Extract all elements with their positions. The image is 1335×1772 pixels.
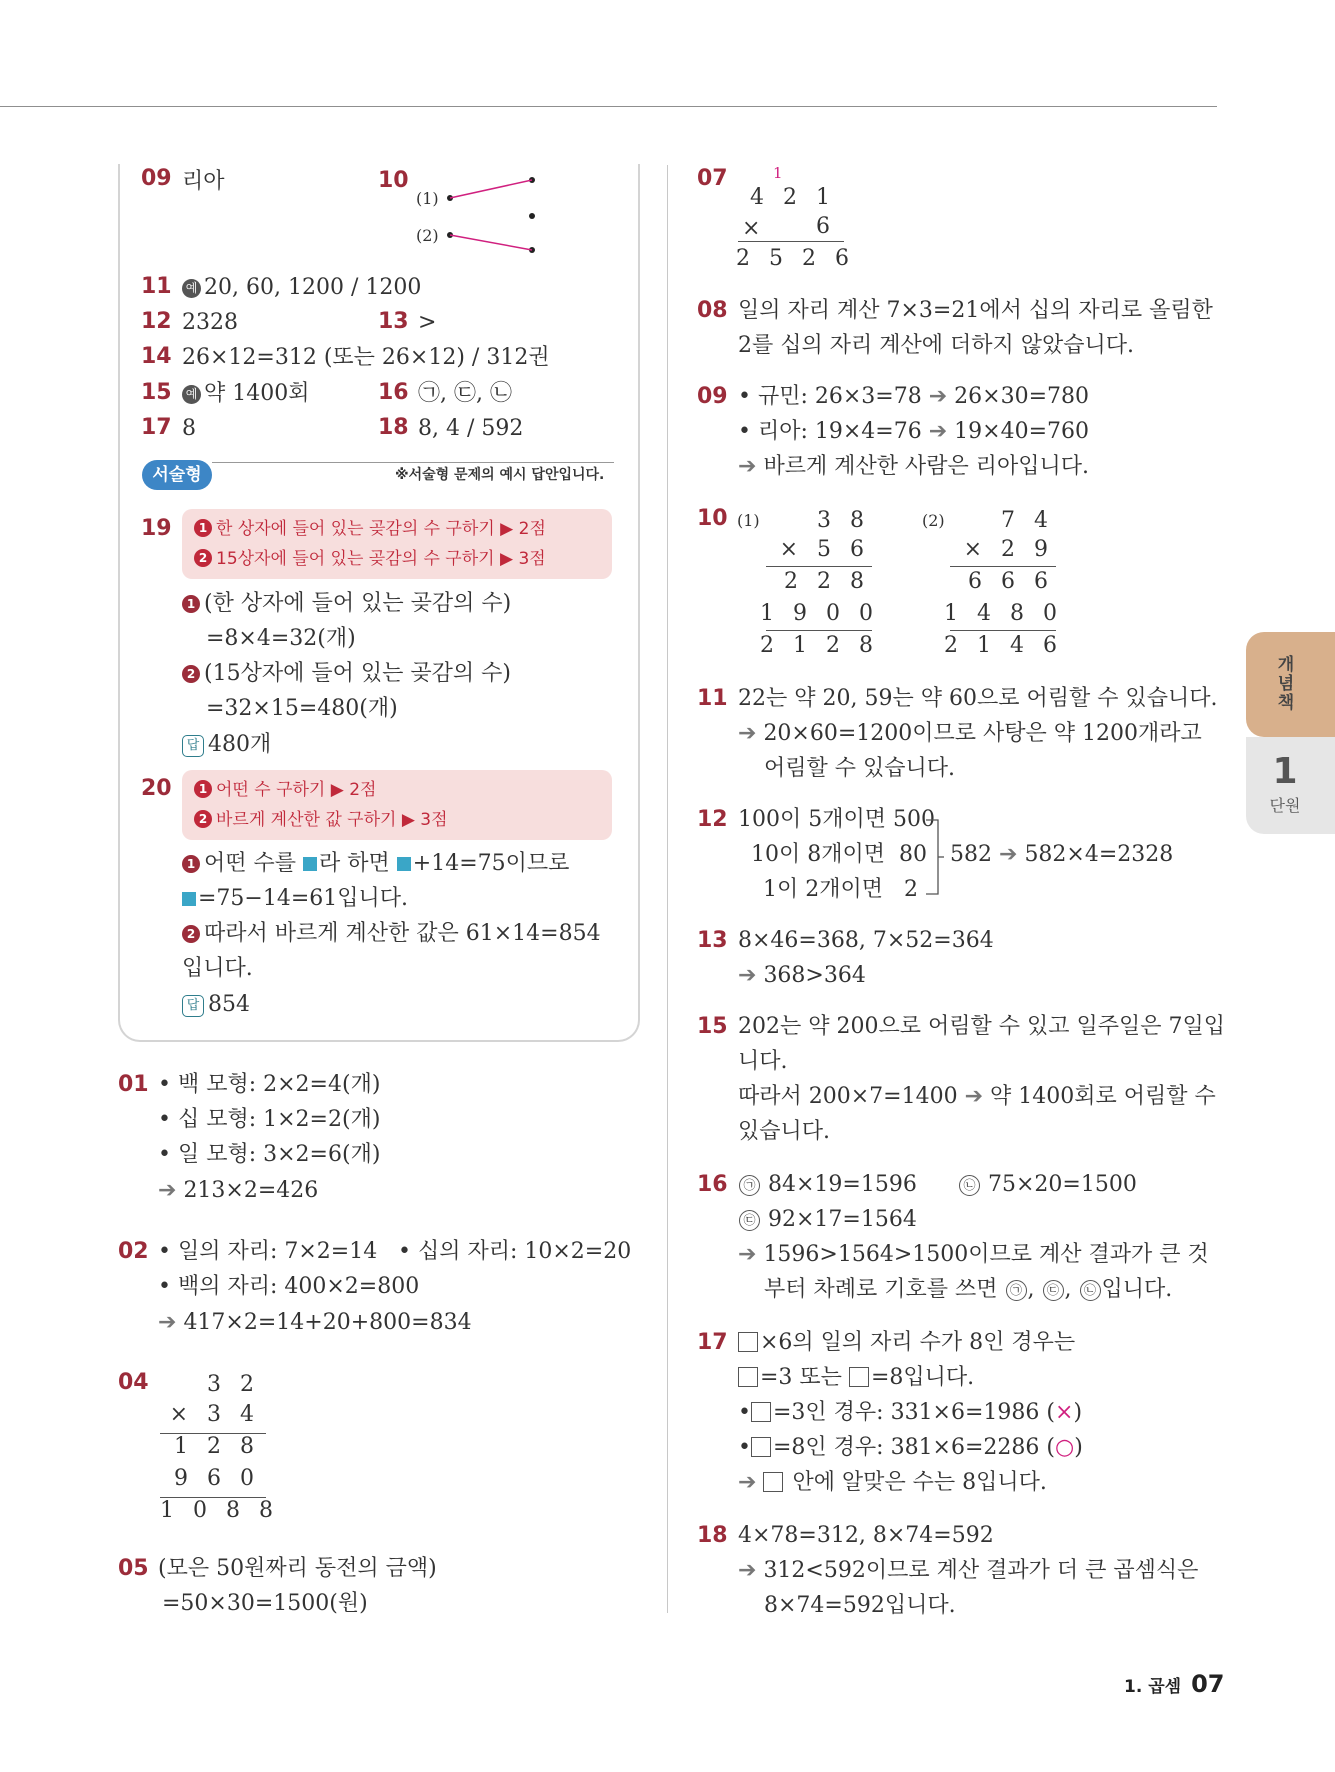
q04-calc-row2: × 3 4: [169, 1402, 260, 1427]
q01-number: 01: [118, 1072, 149, 1097]
q08-line1: 일의 자리 계산 7×3=21에서 십의 자리로 올림한: [738, 298, 1213, 323]
q17r-line1: ×6의 일의 자리 수가 8인 경우는: [738, 1325, 1075, 1360]
q18r-number: 18: [697, 1523, 728, 1548]
q16r-line3: ➔ 1596>1564>1500이므로 계산 결과가 큰 것: [738, 1242, 1209, 1267]
q10r-b-row4: 1 4 8 0: [944, 601, 1063, 626]
concept-book-tab[interactable]: 개념책: [1246, 632, 1335, 737]
q16r-line2: ㉢ 92×17=1564: [738, 1202, 917, 1237]
q01-line1: • 백 모형: 2×2=4(개): [158, 1072, 381, 1097]
q17r-line2: =3 또는 =8입니다.: [738, 1360, 974, 1395]
q20-step2: 2 따라서 바르게 계산한 값은 61×14=854: [182, 916, 601, 951]
q15r-number: 15: [697, 1014, 728, 1039]
q13-number: 13: [378, 309, 409, 334]
q18r-line2: ➔ 312<592이므로 계산 결과가 더 큰 곱셈식은: [738, 1558, 1199, 1583]
q07-number: 07: [697, 166, 728, 191]
q17-answer: 8: [182, 416, 196, 441]
q15r-line3: 따라서 200×7=1400 ➔ 약 1400회로 어림할 수: [738, 1084, 1216, 1109]
q09-answer: 리아: [182, 169, 225, 194]
q10r-part2: (2): [922, 511, 945, 530]
q16r-line1a: ㉠ 84×19=1596: [738, 1167, 917, 1202]
q10r-a-row3: 2 2 8: [784, 569, 870, 594]
q17r-line4: • =8인 경우: 381×6=2286 (○): [738, 1435, 1083, 1460]
section-note: ※서술형 문제의 예시 답안입니다.: [395, 467, 605, 483]
q05-line1: (모은 50원짜리 동전의 금액): [158, 1556, 437, 1581]
q13r-line1: 8×46=368, 7×52=364: [738, 928, 994, 953]
q15r-line4: 있습니다.: [738, 1119, 831, 1144]
q17r-line5: ➔ 안에 알맞은 수는 8입니다.: [738, 1470, 1047, 1495]
q13r-number: 13: [697, 928, 728, 953]
q01-line4: ➔ 213×2=426: [158, 1178, 319, 1203]
q10-number: 10: [378, 168, 409, 193]
q16-number: 16: [378, 380, 409, 405]
q16r-line1b: ㉡ 75×20=1500: [958, 1167, 1137, 1202]
q19-number: 19: [141, 516, 172, 541]
q18r-line1: 4×78=312, 8×74=592: [738, 1523, 994, 1548]
q13r-line2: ➔ 368>364: [738, 963, 866, 988]
q17r-number: 17: [697, 1330, 728, 1355]
column-divider: [667, 165, 668, 1613]
q11r-line3: 어림할 수 있습니다.: [764, 756, 955, 781]
q12r-number: 12: [697, 807, 728, 832]
q09r-line1: • 규민: 26×3=78 ➔ 26×30=780: [738, 384, 1090, 409]
q11r-line2: ➔ 20×60=1200이므로 사탕은 약 1200개라고: [738, 721, 1202, 746]
q19-step1: 1 (한 상자에 들어 있는 곶감의 수): [182, 586, 511, 621]
q09r-number: 09: [697, 384, 728, 409]
q04-number: 04: [118, 1370, 149, 1395]
q11r-line1: 22는 약 20, 59는 약 60으로 어림할 수 있습니다.: [738, 686, 1218, 711]
q20-step1: 1 어떤 수를 라 하면 +14=75이므로: [182, 846, 569, 881]
top-rule: [0, 106, 1217, 107]
q10r-b-row1: 7 4: [1001, 508, 1054, 533]
q10r-number: 10: [697, 506, 728, 531]
q10-label-1: (1): [416, 189, 439, 208]
q15r-line1: 202는 약 200으로 어림할 수 있고 일주일은 7일입: [738, 1014, 1225, 1039]
q10r-a-row5: 2 1 2 8: [760, 633, 879, 658]
q10r-b-row3: 6 6 6: [968, 569, 1054, 594]
q01-line3: • 일 모형: 3×2=6(개): [158, 1142, 381, 1167]
q09-number: 09: [141, 166, 172, 191]
q10-label-2: (2): [416, 226, 439, 245]
q20-answer: 답 854: [182, 987, 250, 1022]
q04-calc-row4: 9 6 0: [174, 1466, 260, 1491]
q19-criteria: 1 한 상자에 들어 있는 곶감의 수 구하기 ▶ 2점 2 15상자에 들어 있는 곶감의 수 구하기 ▶ 3점: [182, 509, 612, 579]
q09r-line3: ➔ 바르게 계산한 사람은 리아입니다.: [738, 454, 1089, 479]
q12r-line2: 10이 8개이면 80: [751, 842, 927, 867]
q05-number: 05: [118, 1556, 149, 1581]
q20-step2-end: 입니다.: [182, 956, 253, 981]
q20-criteria: 1 어떤 수 구하기 ▶ 2점 2 바르게 계산한 값 구하기 ▶ 3점: [182, 770, 612, 840]
q07-times: ×: [742, 216, 761, 241]
q14-number: 14: [141, 344, 172, 369]
q10r-b-row5: 2 1 4 6: [944, 633, 1063, 658]
q15-number: 15: [141, 380, 172, 405]
q04-calc-row3: 1 2 8: [174, 1434, 260, 1459]
q14-answer: 26×12=312 (또는 26×12) / 312권: [182, 345, 550, 370]
q13-answer: >: [418, 310, 437, 335]
q19-answer: 답 480개: [182, 727, 271, 762]
q07-rule: [738, 241, 844, 242]
q16-answer: ㉠, ㉢, ㉡: [418, 381, 512, 406]
q20-step1-calc: =75−14=61입니다.: [182, 881, 408, 916]
q12-number: 12: [141, 309, 172, 334]
q12r-result: 582 ➔ 582×4=2328: [950, 842, 1174, 867]
q12-answer: 2328: [182, 310, 238, 335]
q19-step1-calc: =8×4=32(개): [206, 626, 356, 651]
section-rule: [212, 462, 614, 463]
q08-line2: 2를 십의 자리 계산에 더하지 않았습니다.: [738, 333, 1134, 358]
q09r-line2: • 리아: 19×4=76 ➔ 19×40=760: [738, 419, 1090, 444]
q17r-line3: • =3인 경우: 331×6=1986 (×): [738, 1400, 1083, 1425]
q07-row2: 6: [816, 214, 836, 239]
unit-tab[interactable]: 1 단원: [1246, 737, 1335, 834]
q01-line2: • 십 모형: 1×2=2(개): [158, 1107, 381, 1132]
q07-row3: 2 5 2 6: [736, 246, 855, 271]
q10r-part1: (1): [737, 511, 760, 530]
q12r-line3: 1이 2개이면 2: [763, 877, 918, 902]
q10r-b-row2: × 2 9: [963, 537, 1054, 562]
q18-answer: 8, 4 / 592: [418, 416, 524, 441]
descriptive-badge: 서술형: [142, 460, 212, 490]
q15-answer: 예 약 1400회: [182, 376, 310, 411]
q10r-a-row1: 3 8: [817, 508, 870, 533]
q07-row1: 4 2 1: [750, 185, 836, 210]
q19-step2-calc: =32×15=480(개): [206, 696, 398, 721]
q02-number: 02: [118, 1239, 149, 1264]
q18r-line3: 8×74=592입니다.: [764, 1593, 956, 1618]
q20-number: 20: [141, 776, 172, 801]
q02-line1: • 일의 자리: 7×2=14: [158, 1239, 378, 1264]
q04-calc-row1: 3 2: [207, 1372, 260, 1397]
q16r-line4: 부터 차례로 기호를 쓰면 ㉠ , ㉢ , ㉡ 입니다.: [764, 1277, 1173, 1302]
q11r-number: 11: [697, 686, 728, 711]
q17-number: 17: [141, 415, 172, 440]
q19-step2: 2 (15상자에 들어 있는 곶감의 수): [182, 656, 511, 691]
q10r-a-row2: × 5 6: [779, 537, 870, 562]
q02-line3: ➔ 417×2=14+20+800=834: [158, 1310, 472, 1335]
q07-carry: 1: [773, 164, 783, 182]
q12r-bracket: [924, 818, 944, 896]
q16r-number: 16: [697, 1172, 728, 1197]
q10r-a-row4: 1 9 0 0: [760, 601, 879, 626]
q11-answer: 예 20, 60, 1200 / 1200: [182, 270, 421, 305]
page-footer: 1. 곱셈 07: [1124, 1670, 1225, 1698]
q08-number: 08: [697, 298, 728, 323]
q04-calc-row5: 1 0 8 8: [160, 1498, 279, 1523]
q11-number: 11: [141, 274, 172, 299]
q10-matching-lines: [440, 170, 540, 260]
q02-line2: • 백의 자리: 400×2=800: [158, 1274, 420, 1299]
q12r-line1: 100이 5개이면 500: [738, 807, 935, 832]
q05-line2: =50×30=1500(원): [162, 1591, 368, 1616]
q15r-line2: 니다.: [738, 1049, 788, 1074]
q18-number: 18: [378, 415, 409, 440]
q02-line1b: • 십의 자리: 10×2=20: [398, 1239, 632, 1264]
